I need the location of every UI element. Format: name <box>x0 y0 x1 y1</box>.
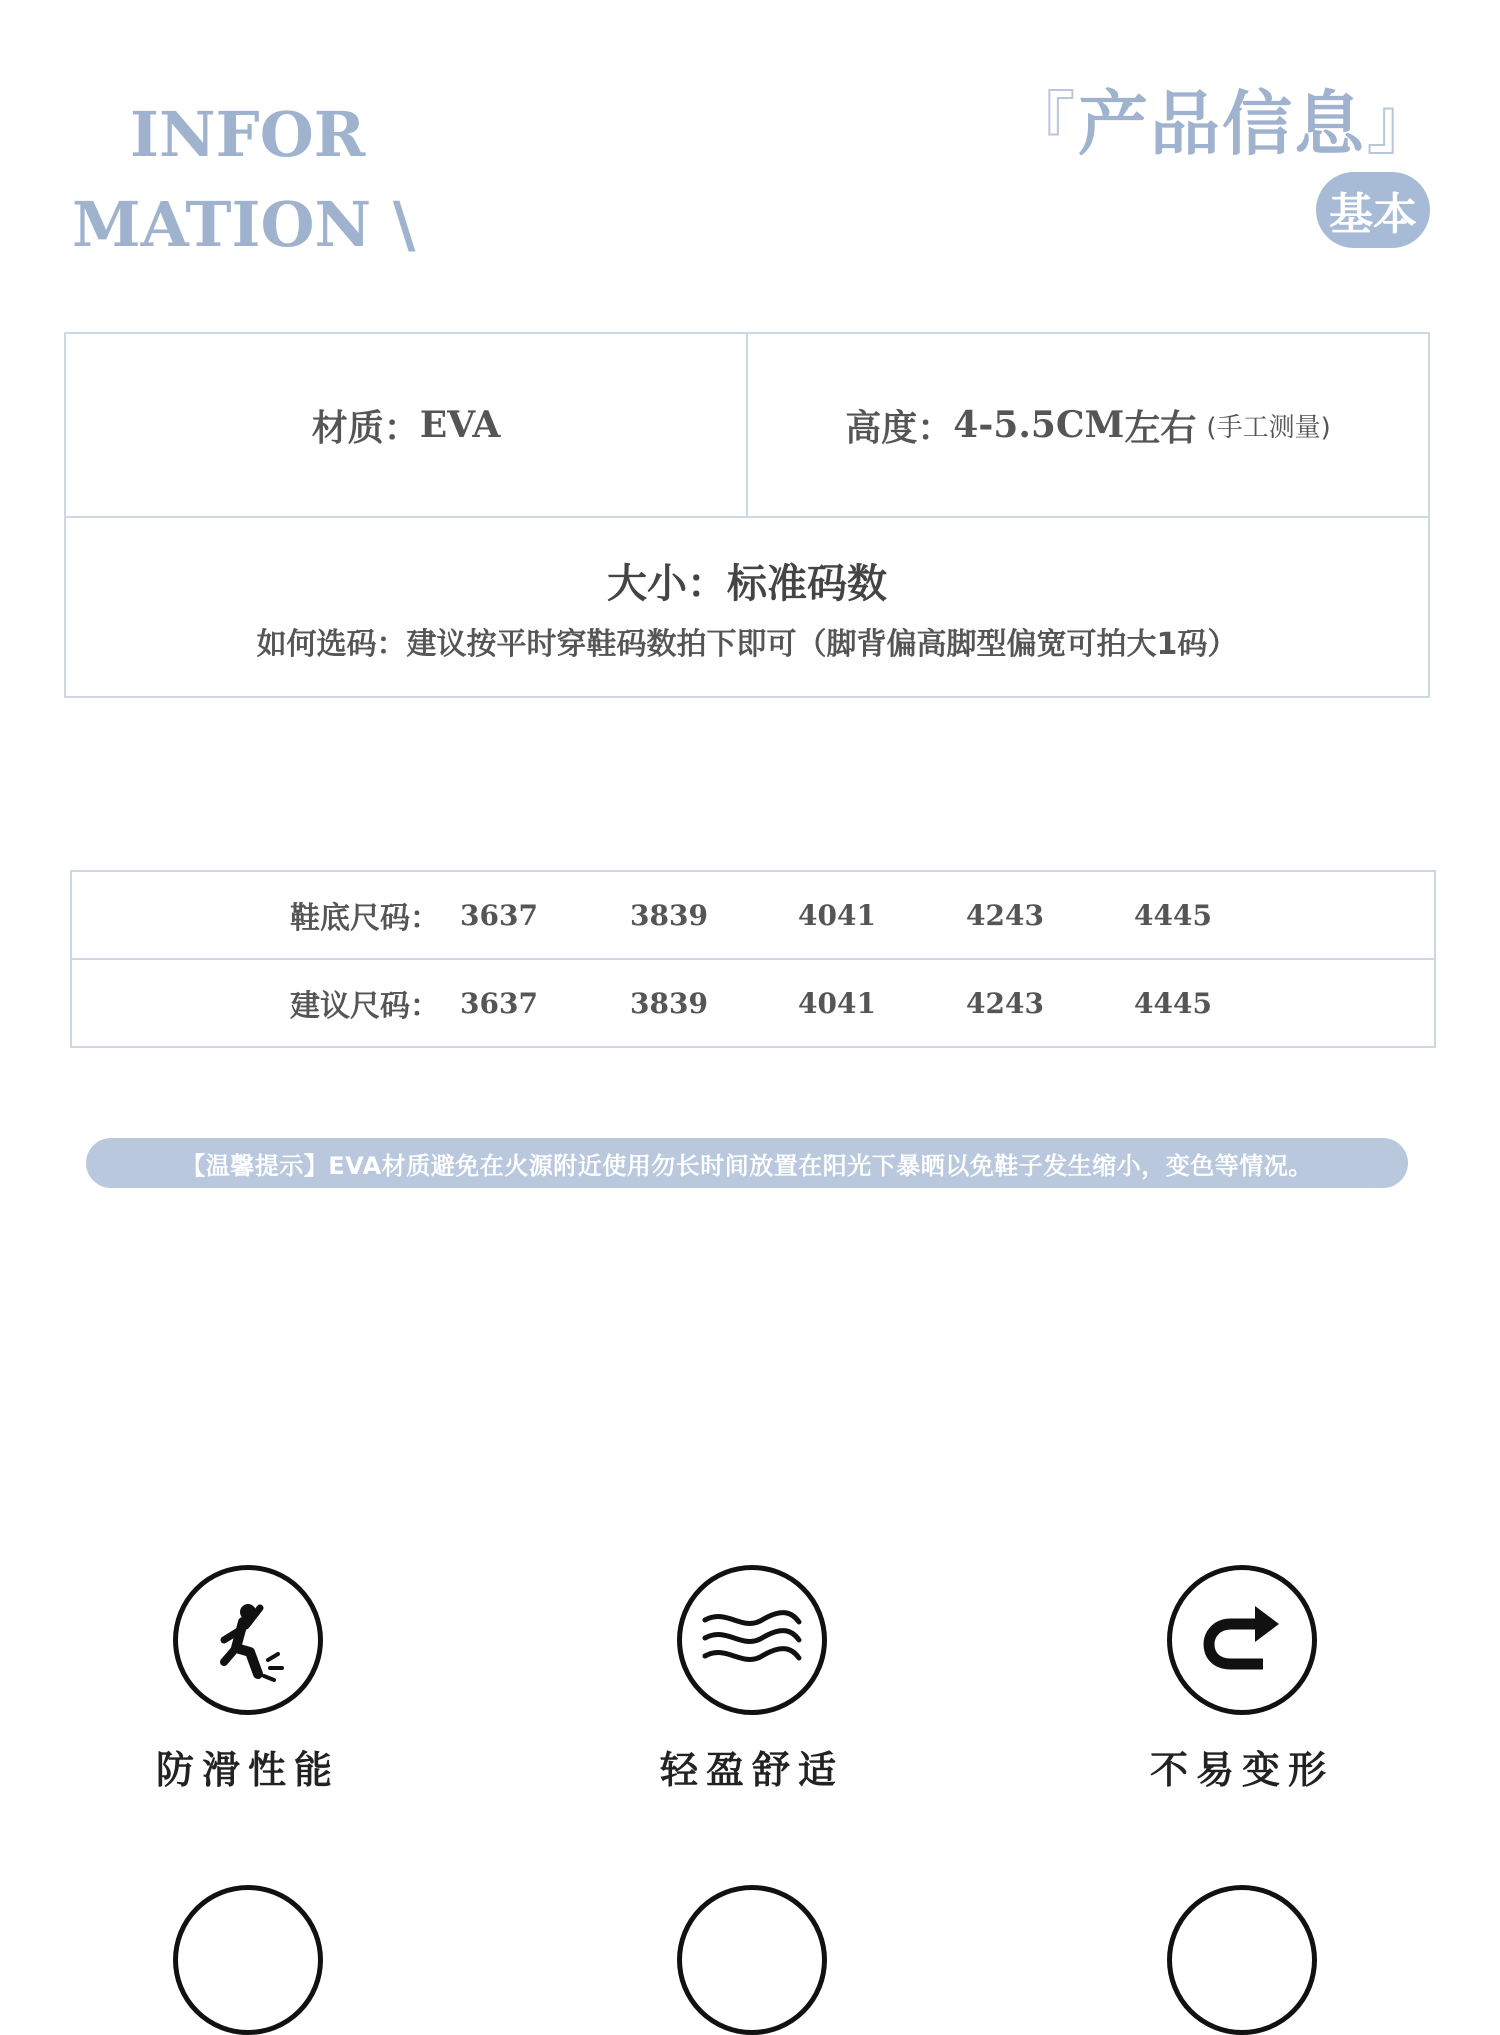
material-value: EVA <box>419 404 501 446</box>
height-suffix: 左右 <box>1124 407 1197 449</box>
basic-badge: 基本 <box>1316 172 1430 248</box>
size-value: 4445 <box>1134 986 1212 1020</box>
size-row-suggested <box>72 960 1434 1048</box>
size-value: 4041 <box>798 986 876 1020</box>
size-value: 4243 <box>966 986 1044 1020</box>
height-value: 4-5.5CM <box>953 404 1125 446</box>
size-value: 3839 <box>630 986 708 1020</box>
feature-label: 防滑性能 <box>155 1748 340 1792</box>
return-arrow-icon <box>1167 1565 1317 1715</box>
title-text: 产品信息 <box>1078 83 1366 165</box>
english-title-line1: INFOR <box>130 98 366 171</box>
title-close-bracket: 』 <box>1366 83 1438 165</box>
title-open-bracket: 『 <box>1006 83 1078 165</box>
size-heading: 大小：标准码数 <box>607 560 887 607</box>
size-value: 4445 <box>1134 898 1212 932</box>
info-table <box>64 332 1430 698</box>
chinese-title <box>1006 68 1438 169</box>
size-value: 4041 <box>798 898 876 932</box>
size-value: 4243 <box>966 898 1044 932</box>
care-tip-banner: 【温馨提示】EVA材质避免在火源附近使用勿长时间放置在阳光下暴晒以免鞋子发生缩小，变色等情况。 <box>86 1138 1408 1188</box>
height-note: (手工测量) <box>1206 412 1331 443</box>
feature-lightweight <box>622 1565 882 1794</box>
size-row-label: 鞋底尺码： <box>290 901 440 936</box>
feature-icon-partial <box>173 1885 323 2035</box>
size-table <box>70 870 1436 1048</box>
size-value: 3637 <box>460 986 538 1020</box>
material-label: 材质： <box>311 407 420 449</box>
size-row-label: 建议尺码： <box>290 989 440 1024</box>
feature-icon-partial <box>1167 1885 1317 2035</box>
height-cell <box>748 334 1428 516</box>
size-row-sole <box>72 872 1434 960</box>
height-label: 高度： <box>845 407 954 449</box>
size-advice: 如何选码：建议按平时穿鞋码数拍下即可（脚背偏高脚型偏宽可拍大1码） <box>256 626 1238 662</box>
feature-icon-partial <box>677 1885 827 2035</box>
english-title <box>72 90 452 270</box>
size-cell <box>66 516 1428 696</box>
feature-no-deform <box>1112 1565 1372 1794</box>
feature-label: 不易变形 <box>1149 1748 1334 1792</box>
waves-icon <box>677 1565 827 1715</box>
size-value: 3637 <box>460 898 538 932</box>
feature-anti-slip <box>118 1565 378 1794</box>
feature-label: 轻盈舒适 <box>659 1748 844 1792</box>
english-title-line2: MATION \ <box>72 188 416 261</box>
size-value: 3839 <box>630 898 708 932</box>
material-cell <box>66 334 748 516</box>
slip-icon <box>173 1565 323 1715</box>
